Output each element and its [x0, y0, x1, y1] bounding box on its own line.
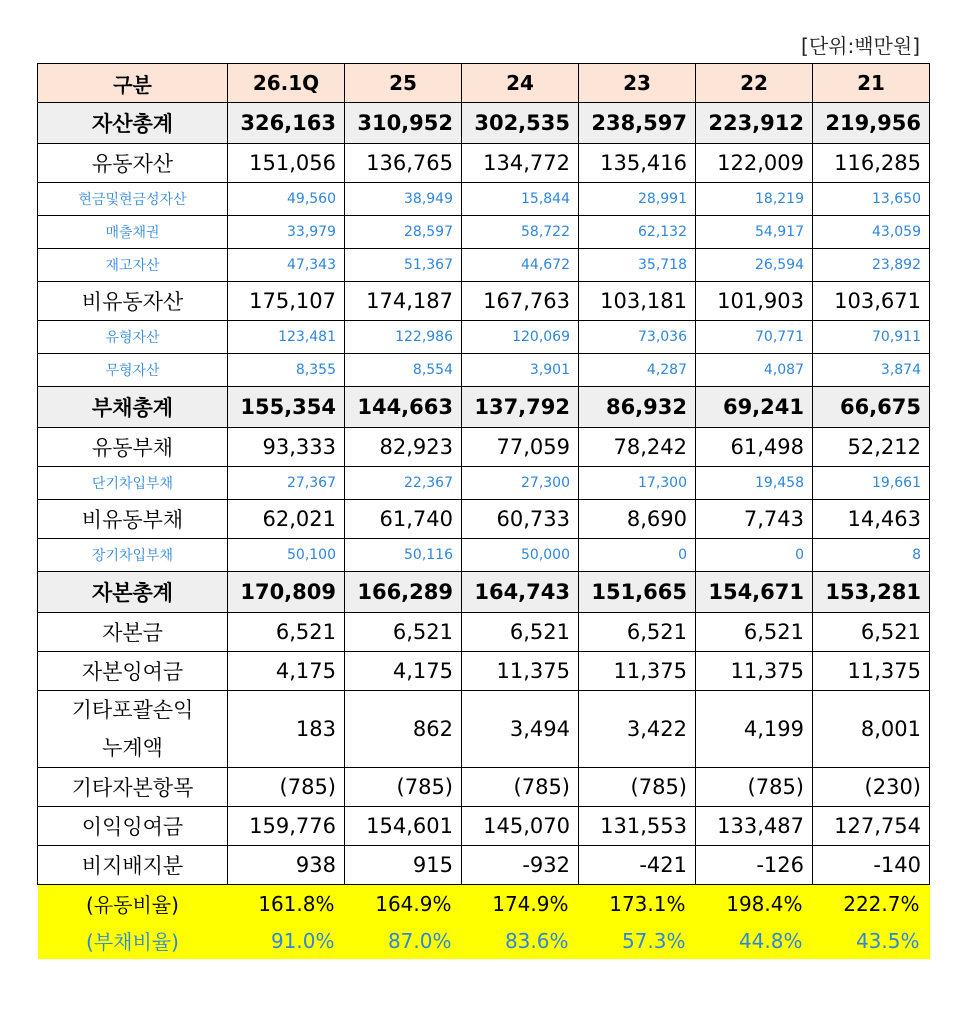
value-cell: 135,416: [579, 144, 696, 183]
value-cell: 28,991: [579, 183, 696, 216]
ratio-value-cell: 173.1%: [579, 885, 696, 923]
header-period-cell: 22: [696, 64, 813, 103]
value-cell: 167,763: [462, 282, 579, 321]
value-cell: 86,932: [579, 387, 696, 428]
value-cell: 219,956: [813, 103, 930, 144]
value-cell: 8,690: [579, 500, 696, 539]
table-row-sub: [38, 249, 930, 282]
table-row-tall: [38, 691, 930, 768]
row-label-cell: 부채총계: [38, 387, 228, 428]
ratio-value-cell: 161.8%: [228, 885, 345, 923]
table-row-sub: [38, 539, 930, 572]
value-cell: 11,375: [579, 652, 696, 691]
ratio-label-cell: (부채비율): [38, 922, 228, 959]
value-cell: 47,343: [228, 249, 345, 282]
value-cell: 49,560: [228, 183, 345, 216]
header-label-cell: 구분: [38, 64, 228, 103]
header-period-cell: 26.1Q: [228, 64, 345, 103]
value-cell: 862: [345, 691, 462, 768]
value-cell: 8: [813, 539, 930, 572]
table-row-sub: [38, 467, 930, 500]
value-cell: 43,059: [813, 216, 930, 249]
value-cell: 4,287: [579, 354, 696, 387]
value-cell: 134,772: [462, 144, 579, 183]
row-label-cell: 기타포괄손익 누계액: [38, 691, 228, 768]
ratio-value-cell: 174.9%: [462, 885, 579, 923]
value-cell: 11,375: [462, 652, 579, 691]
unit-label: [단위:백만원]: [801, 34, 920, 58]
value-cell: 154,601: [345, 807, 462, 846]
value-cell: 77,059: [462, 428, 579, 467]
value-cell: 93,333: [228, 428, 345, 467]
header-period-cell: 21: [813, 64, 930, 103]
value-cell: 11,375: [696, 652, 813, 691]
header-period-cell: 24: [462, 64, 579, 103]
value-cell: 155,354: [228, 387, 345, 428]
table-row-main: [38, 428, 930, 467]
value-cell: 4,175: [228, 652, 345, 691]
value-cell: 52,212: [813, 428, 930, 467]
value-cell: 3,422: [579, 691, 696, 768]
value-cell: (785): [345, 768, 462, 807]
value-cell: 3,874: [813, 354, 930, 387]
value-cell: 6,521: [696, 613, 813, 652]
value-cell: 4,199: [696, 691, 813, 768]
value-cell: 6,521: [345, 613, 462, 652]
value-cell: 144,663: [345, 387, 462, 428]
table-body: [38, 64, 930, 960]
table-row-sub: [38, 183, 930, 216]
value-cell: 13,650: [813, 183, 930, 216]
ratio-value-cell: 43.5%: [813, 922, 930, 959]
value-cell: 137,792: [462, 387, 579, 428]
value-cell: 60,733: [462, 500, 579, 539]
row-label-cell: 자본금: [38, 613, 228, 652]
value-cell: 326,163: [228, 103, 345, 144]
ratio-value-cell: 198.4%: [696, 885, 813, 923]
value-cell: 120,069: [462, 321, 579, 354]
value-cell: 123,481: [228, 321, 345, 354]
value-cell: 54,917: [696, 216, 813, 249]
value-cell: 35,718: [579, 249, 696, 282]
value-cell: (230): [813, 768, 930, 807]
table-row-main: [38, 807, 930, 846]
value-cell: 8,355: [228, 354, 345, 387]
balance-sheet-table: [37, 63, 930, 959]
value-cell: 11,375: [813, 652, 930, 691]
value-cell: 159,776: [228, 807, 345, 846]
value-cell: -932: [462, 846, 579, 885]
value-cell: 151,056: [228, 144, 345, 183]
value-cell: 6,521: [579, 613, 696, 652]
value-cell: 0: [696, 539, 813, 572]
value-cell: 174,187: [345, 282, 462, 321]
value-cell: 131,553: [579, 807, 696, 846]
value-cell: (785): [579, 768, 696, 807]
table-row-total: [38, 572, 930, 613]
value-cell: 170,809: [228, 572, 345, 613]
value-cell: 38,949: [345, 183, 462, 216]
value-cell: 153,281: [813, 572, 930, 613]
ratio-value-cell: 44.8%: [696, 922, 813, 959]
value-cell: 50,116: [345, 539, 462, 572]
table-row-main: [38, 652, 930, 691]
ratio-value-cell: 222.7%: [813, 885, 930, 923]
value-cell: 44,672: [462, 249, 579, 282]
value-cell: 145,070: [462, 807, 579, 846]
table-row-sub: [38, 216, 930, 249]
ratio-value-cell: 57.3%: [579, 922, 696, 959]
value-cell: 23,892: [813, 249, 930, 282]
value-cell: 70,911: [813, 321, 930, 354]
header-period-cell: 23: [579, 64, 696, 103]
value-cell: 154,671: [696, 572, 813, 613]
value-cell: 103,181: [579, 282, 696, 321]
row-label-cell: 비유동자산: [38, 282, 228, 321]
row-label-cell: 이익잉여금: [38, 807, 228, 846]
row-label-cell: 유형자산: [38, 321, 228, 354]
value-cell: 27,300: [462, 467, 579, 500]
value-cell: 4,175: [345, 652, 462, 691]
table-row-main: [38, 144, 930, 183]
value-cell: 122,009: [696, 144, 813, 183]
value-cell: 19,458: [696, 467, 813, 500]
value-cell: 8,001: [813, 691, 930, 768]
value-cell: 18,219: [696, 183, 813, 216]
value-cell: 4,087: [696, 354, 813, 387]
row-label-cell: 재고자산: [38, 249, 228, 282]
row-label-cell: 자본총계: [38, 572, 228, 613]
ratio-value-cell: 91.0%: [228, 922, 345, 959]
value-cell: (785): [228, 768, 345, 807]
row-label-cell: 기타자본항목: [38, 768, 228, 807]
row-label-cell: 단기차입부채: [38, 467, 228, 500]
value-cell: 14,463: [813, 500, 930, 539]
value-cell: 26,594: [696, 249, 813, 282]
value-cell: 3,901: [462, 354, 579, 387]
value-cell: 116,285: [813, 144, 930, 183]
value-cell: -140: [813, 846, 930, 885]
value-cell: 0: [579, 539, 696, 572]
value-cell: 6,521: [462, 613, 579, 652]
value-cell: 78,242: [579, 428, 696, 467]
row-label-cell: 자산총계: [38, 103, 228, 144]
value-cell: 101,903: [696, 282, 813, 321]
value-cell: 50,100: [228, 539, 345, 572]
table-header-row: [38, 64, 930, 103]
value-cell: 22,367: [345, 467, 462, 500]
value-cell: 175,107: [228, 282, 345, 321]
table-row-sub: [38, 321, 930, 354]
ratio-value-cell: 164.9%: [345, 885, 462, 923]
value-cell: 51,367: [345, 249, 462, 282]
value-cell: 7,743: [696, 500, 813, 539]
value-cell: 164,743: [462, 572, 579, 613]
value-cell: 62,021: [228, 500, 345, 539]
ratio-row: [38, 922, 930, 959]
table-row-main: [38, 846, 930, 885]
value-cell: 27,367: [228, 467, 345, 500]
value-cell: 122,986: [345, 321, 462, 354]
value-cell: (785): [696, 768, 813, 807]
ratio-value-cell: 83.6%: [462, 922, 579, 959]
header-period-cell: 25: [345, 64, 462, 103]
value-cell: 6,521: [813, 613, 930, 652]
row-label-cell: 매출채권: [38, 216, 228, 249]
row-label-cell: 비유동부채: [38, 500, 228, 539]
table-row-main: [38, 768, 930, 807]
value-cell: 61,740: [345, 500, 462, 539]
value-cell: 151,665: [579, 572, 696, 613]
row-label-cell: 자본잉여금: [38, 652, 228, 691]
value-cell: 62,132: [579, 216, 696, 249]
value-cell: 33,979: [228, 216, 345, 249]
value-cell: -421: [579, 846, 696, 885]
value-cell: 17,300: [579, 467, 696, 500]
row-label-cell: 유동자산: [38, 144, 228, 183]
value-cell: 310,952: [345, 103, 462, 144]
ratio-row: [38, 885, 930, 923]
value-cell: (785): [462, 768, 579, 807]
value-cell: 238,597: [579, 103, 696, 144]
table-row-main: [38, 282, 930, 321]
row-label-cell: 비지배지분: [38, 846, 228, 885]
value-cell: 69,241: [696, 387, 813, 428]
value-cell: 15,844: [462, 183, 579, 216]
row-label-cell: 무형자산: [38, 354, 228, 387]
value-cell: -126: [696, 846, 813, 885]
value-cell: 127,754: [813, 807, 930, 846]
value-cell: 136,765: [345, 144, 462, 183]
value-cell: 19,661: [813, 467, 930, 500]
ratio-value-cell: 87.0%: [345, 922, 462, 959]
value-cell: 58,722: [462, 216, 579, 249]
value-cell: 28,597: [345, 216, 462, 249]
value-cell: 50,000: [462, 539, 579, 572]
value-cell: 223,912: [696, 103, 813, 144]
value-cell: 6,521: [228, 613, 345, 652]
value-cell: 61,498: [696, 428, 813, 467]
value-cell: 938: [228, 846, 345, 885]
value-cell: 915: [345, 846, 462, 885]
value-cell: 166,289: [345, 572, 462, 613]
table-row-main: [38, 500, 930, 539]
value-cell: 8,554: [345, 354, 462, 387]
value-cell: 103,671: [813, 282, 930, 321]
ratio-label-cell: (유동비율): [38, 885, 228, 923]
row-label-cell: 장기차입부채: [38, 539, 228, 572]
table-row-sub: [38, 354, 930, 387]
value-cell: 133,487: [696, 807, 813, 846]
value-cell: 183: [228, 691, 345, 768]
value-cell: 82,923: [345, 428, 462, 467]
value-cell: 302,535: [462, 103, 579, 144]
value-cell: 73,036: [579, 321, 696, 354]
table-row-main: [38, 613, 930, 652]
row-label-cell: 유동부채: [38, 428, 228, 467]
table-row-total: [38, 103, 930, 144]
value-cell: 70,771: [696, 321, 813, 354]
table-row-total: [38, 387, 930, 428]
value-cell: 66,675: [813, 387, 930, 428]
value-cell: 3,494: [462, 691, 579, 768]
row-label-cell: 현금및현금성자산: [38, 183, 228, 216]
